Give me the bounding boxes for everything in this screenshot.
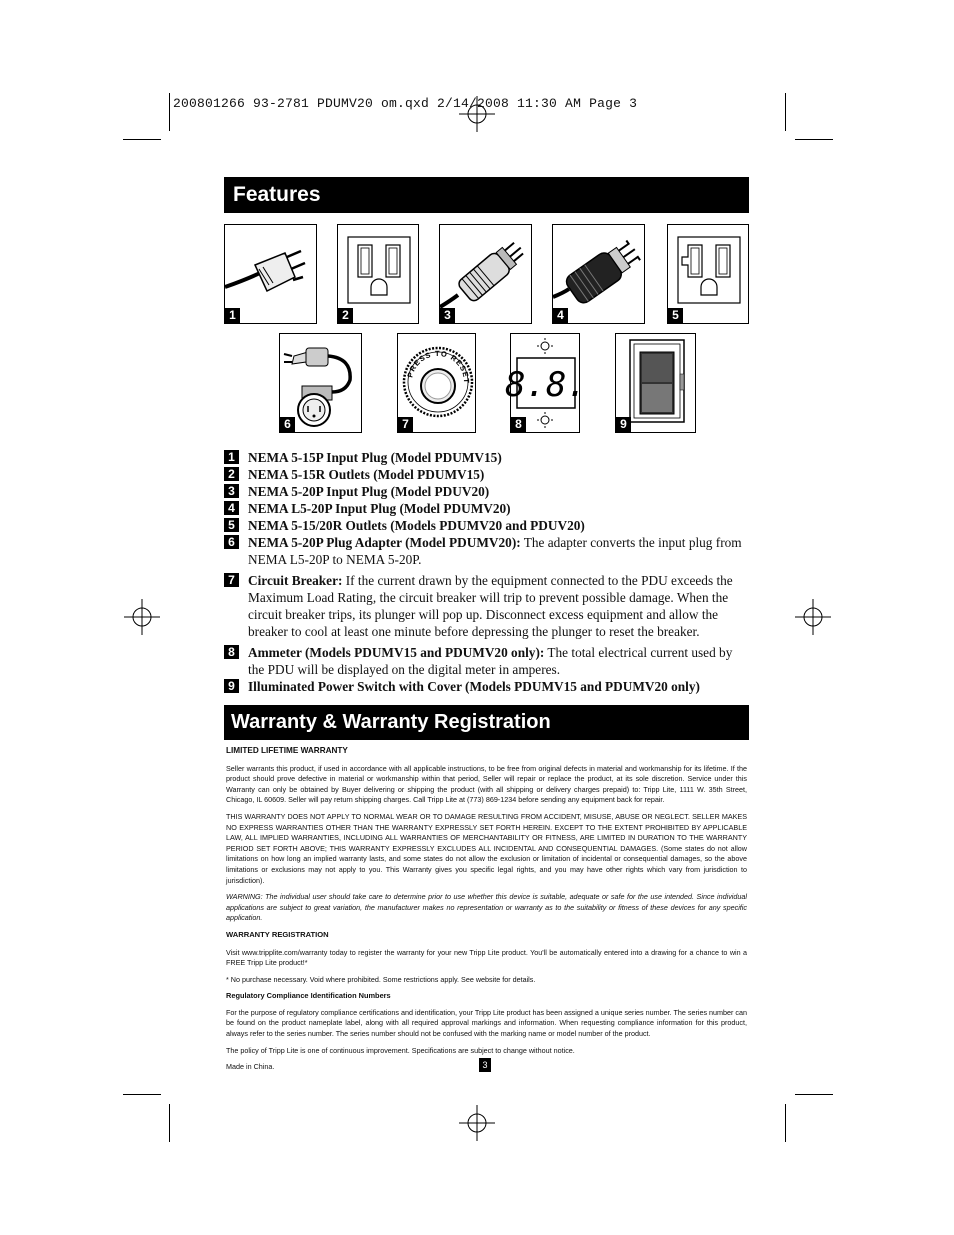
feature-image-1: [224, 224, 317, 324]
registration-mark-icon: [459, 1105, 495, 1141]
feature-title: NEMA 5-15R Outlets (Model PDUMV15): [248, 467, 485, 482]
feature-number-badge: 4: [224, 501, 239, 515]
feature-title: Ammeter (Models PDUMV15 and PDUMV20 only):: [248, 645, 545, 660]
feature-number-badge: 9: [224, 679, 239, 693]
feature-image-5: [667, 224, 749, 324]
ammeter-digits: 8.8.: [505, 365, 587, 405]
warranty-heading-text: Warranty & Warranty Registration: [231, 711, 551, 733]
feature-number-badge: 5: [224, 518, 239, 532]
feature-number-badge: 1: [224, 450, 239, 464]
feature-item-9: [224, 678, 748, 695]
purchase-note: * No purchase necessary. Void where prohibited. Some restrictions apply. See website for details.: [226, 974, 536, 984]
feature-item-7: [224, 572, 748, 640]
registration-mark-icon: [459, 96, 495, 132]
page-number: 3: [479, 1058, 491, 1072]
feature-title: NEMA 5-15/20R Outlets (Models PDUMV20 and PDUV20): [248, 518, 585, 533]
feature-item-5: [224, 517, 748, 534]
crop-mark: [795, 139, 833, 140]
file-slug-line: 200801266 93-2781 PDUMV20 om.qxd 2/14/2008 11:30 AM Page 3: [173, 96, 638, 111]
features-heading: [224, 177, 749, 213]
registration-text: Visit www.tripplite.com/warranty today to register the warranty for your new Tripp Lite product. You'll be automatically entered into a drawing for a chance to win a FREE Tripp Lite product!*: [226, 947, 747, 968]
crop-mark: [169, 93, 170, 131]
feature-title: Circuit Breaker:: [248, 573, 343, 588]
feature-title: NEMA 5-15P Input Plug (Model PDUMV15): [248, 450, 502, 465]
feature-list: [224, 449, 748, 695]
feature-number-badge: 2: [224, 467, 239, 481]
image-number-badge: 6: [280, 417, 295, 432]
feature-title: NEMA 5-20P Plug Adapter (Model PDUMV20):: [248, 535, 521, 550]
feature-image-2: [337, 224, 419, 324]
feature-description: The total electrical current used by the PDU will be displayed on the digital meter in amperes.: [248, 645, 733, 677]
image-number-badge: 4: [553, 308, 568, 323]
policy-text: The policy of Tripp Lite is one of continuous improvement. Specifications are subject to change without notice.: [226, 1045, 575, 1055]
regulatory-text: For the purpose of regulatory compliance certifications and identification, your Tripp Lite product has been assigned a unique series number. The series number can be found on the product nameplate label, along with all required approval markings and information. When requesting compliance information for this product, always refer to the series number. The series number should not be confused with the marking name or model number of the product.: [226, 1007, 747, 1039]
breaker-label: PRESS TO RESET: [405, 348, 472, 385]
crop-mark: [169, 1104, 170, 1142]
made-in-text: Made in China.: [226, 1062, 275, 1072]
warranty-body: [226, 746, 747, 1079]
crop-mark: [123, 139, 161, 140]
registration-mark-icon: [795, 599, 831, 635]
crop-mark: [795, 1094, 833, 1095]
image-number-badge: 2: [338, 308, 353, 323]
feature-number-badge: 6: [224, 535, 239, 549]
feature-item-3: [224, 483, 748, 500]
feature-number-badge: 7: [224, 573, 239, 587]
image-number-badge: 9: [616, 417, 631, 432]
feature-image-3: [439, 224, 532, 324]
image-number-badge: 7: [398, 417, 413, 432]
feature-item-1: [224, 449, 748, 466]
feature-image-4: [552, 224, 645, 324]
warranty-warning-text: WARNING: The individual user should take care to determine prior to use whether this device is suitable, adequate or safe for the use intended. Since individual applications are subject to great variation, the manufacturer makes no representation or warranty as to the suitability or fitness of these devices for any specific application.: [226, 892, 747, 923]
warranty-heading: [224, 705, 749, 740]
limited-warranty-text: Seller warrants this product, if used in accordance with all applicable instructions, to be free from original defects in material and workmanship for its lifetime. If the product should prove defective in material or workmanship within that period, Seller will repair or replace the product, at its sole discretion. Service under this Warranty can only be obtained by Buyer delivering or shipping the product (with all shipping or delivery charges prepaid) to: Tripp Lite, 1111 W. 35th Street, Chicago, IL 60609. Seller will pay return shipping charges. Call Tripp Lite at (773) 869-1234 before sending any equipment back for repair.: [226, 763, 747, 805]
limited-warranty-heading: LIMITED LIFETIME WARRANTY: [226, 746, 348, 755]
registration-heading: WARRANTY REGISTRATION: [226, 929, 329, 939]
feature-number-badge: 8: [224, 645, 239, 659]
feature-title: NEMA L5-20P Input Plug (Model PDUMV20): [248, 501, 511, 516]
image-number-badge: 1: [225, 308, 240, 323]
warranty-disclaimer-text: THIS WARRANTY DOES NOT APPLY TO NORMAL WEAR OR TO DAMAGE RESULTING FROM ACCIDENT, MISUSE, ABUSE OR NEGLECT. SELLER MAKES NO EXPRESS WARRANTIES OTHER THAN THE WARRANTY EXPRESSLY SET FORTH HEREIN. EXCEPT TO THE EXTENT PROHIBITED BY APPLICABLE LAW, ALL IMPLIED WARRANTIES, INCLUDING ALL WARRANTIES OF MERCHANTABILITY OR FITNESS, ARE LIMITED IN DURATION TO THE WARRANTY PERIOD SET FORTH ABOVE; THIS WARRANTY EXPRESSLY EXCLUDES ALL INCIDENTAL AND CONSEQUENTIAL DAMAGES. (Some states do not allow limitations on how long an implied warranty lasts, and some states do not allow the exclusion or limitation of incidental or consequential damages, so the above limitations or exclusions may not apply to you. This Warranty gives you specific legal rights, and you may have other rights which vary from jurisdiction to jurisdiction).: [226, 811, 747, 885]
feature-number-badge: 3: [224, 484, 239, 498]
feature-description: The adapter converts the input plug from NEMA L5-20P to NEMA 5-20P.: [248, 535, 742, 567]
crop-mark: [785, 93, 786, 131]
feature-item-6: [224, 534, 748, 568]
feature-item-4: [224, 500, 748, 517]
registration-mark-icon: [124, 599, 160, 635]
feature-image-9: [615, 333, 696, 433]
feature-item-8: [224, 644, 748, 678]
image-number-badge: 8: [511, 417, 526, 432]
image-number-badge: 5: [668, 308, 683, 323]
feature-item-2: [224, 466, 748, 483]
crop-mark: [785, 1104, 786, 1142]
feature-title: NEMA 5-20P Input Plug (Model PDUV20): [248, 484, 490, 499]
crop-mark: [123, 1094, 161, 1095]
feature-image-7: [397, 333, 476, 433]
image-number-badge: 3: [440, 308, 455, 323]
feature-title: Illuminated Power Switch with Cover (Models PDUMV15 and PDUMV20 only): [248, 679, 700, 694]
regulatory-heading: Regulatory Compliance Identification Numbers: [226, 991, 391, 1001]
feature-image-8: [505, 333, 587, 433]
feature-description: If the current drawn by the equipment connected to the PDU exceeds the Maximum Load Rating, the circuit breaker will trip to prevent possible damage. When the circuit breaker trips, its plunger will pop up. Disconnect excess equipment and allow the breaker to cool at least one minute before depressing the plunger to reset the breaker.: [248, 573, 733, 639]
features-heading-text: Features: [233, 183, 321, 206]
feature-image-6: [279, 333, 362, 433]
